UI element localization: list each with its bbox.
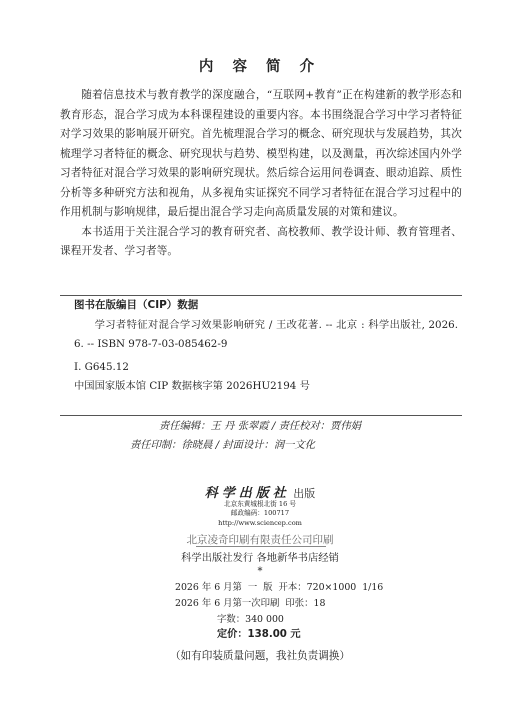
edition-line: 2026 年 6 月第 一 版 开本：720×1000 1/16: [175, 582, 384, 593]
separator-star: *: [257, 566, 263, 577]
editors-credits: [0, 417, 520, 455]
cip-record-text: 学习者特征对混合学习效果影响研究 / 王改花著. -- 北京 : 科学出版社, 2026. 6. -- ISBN 978-7-03-085462-9: [74, 319, 458, 350]
cip-top-rule: [60, 295, 462, 296]
distributor-line: 科学出版社发行 各地新华书店经销: [181, 552, 339, 564]
publisher-website: http://www.sciencep.com: [218, 518, 302, 527]
printer-underline: [196, 546, 326, 547]
editors-line-2: 责任印制：徐晓晨 / 封面设计：润一文化: [130, 439, 316, 451]
price-line: 定价：138.00 元: [217, 629, 301, 641]
print-specs: [175, 580, 383, 643]
publisher-contact: [0, 500, 520, 528]
publisher-address: 北京东黄城根北街 16 号: [224, 500, 296, 508]
publisher-logo-text: 科学出版社: [204, 486, 290, 501]
cip-record: [74, 316, 458, 396]
cip-classification: I. G645.12: [74, 361, 129, 373]
cip-bottom-rule: [60, 415, 462, 416]
summary-paragraph-2: 本书适用于关注混合学习的教育研究者、高校教师、教学设计师、教育管理者、课程开发者、学习者等。: [60, 225, 462, 257]
editors-line-1: 责任编辑：王 丹 张翠霞 / 责任校对：贾伟娟: [159, 420, 361, 432]
cip-heading: 图书在版编目（CIP）数据: [74, 299, 199, 311]
printing-line: 2026 年 6 月第一次印刷 印张：18: [175, 597, 326, 609]
summary-paragraph-1: 随着信息技术与教育教学的深度融合，“互联网+教育”正在构建新的教学形态和教育形态，混合学习成为本科课程建设的重要内容。本书围绕混合学习中学习者特征对学习效果的影响展开研究。首先梳理混合学习的概念、研究现状与发展趋势，其次梳理学习者特征的概念、研究现状与趋势、模型构建，以及测量，再次综述国内外学习者特征对混合学习效果的影响研究现状。然后综合运用问卷调查、眼动追踪、质性分析等多种研究方法和视角，从多视角实证探究不同学习者特征在混合学习过程中的作用机制与影响规律，最后提出混合学习走向高质量发展的对策和建议。: [60, 89, 462, 218]
publisher-suffix: 出版: [293, 487, 316, 500]
page-title: 内 容 简 介: [198, 59, 322, 75]
printer-line: 北京凌奇印刷有限责任公司印刷: [186, 534, 334, 546]
cip-number: 中国国家版本馆 CIP 数据核字第 2026HU2194 号: [74, 380, 310, 392]
quality-notice: （如有印装质量问题，我社负责调换）: [169, 650, 351, 662]
publisher-name: [0, 482, 520, 501]
publisher-postcode: 邮政编码：100717: [230, 509, 290, 518]
word-count: 字数：340 000: [217, 613, 284, 625]
book-summary: [60, 86, 462, 262]
